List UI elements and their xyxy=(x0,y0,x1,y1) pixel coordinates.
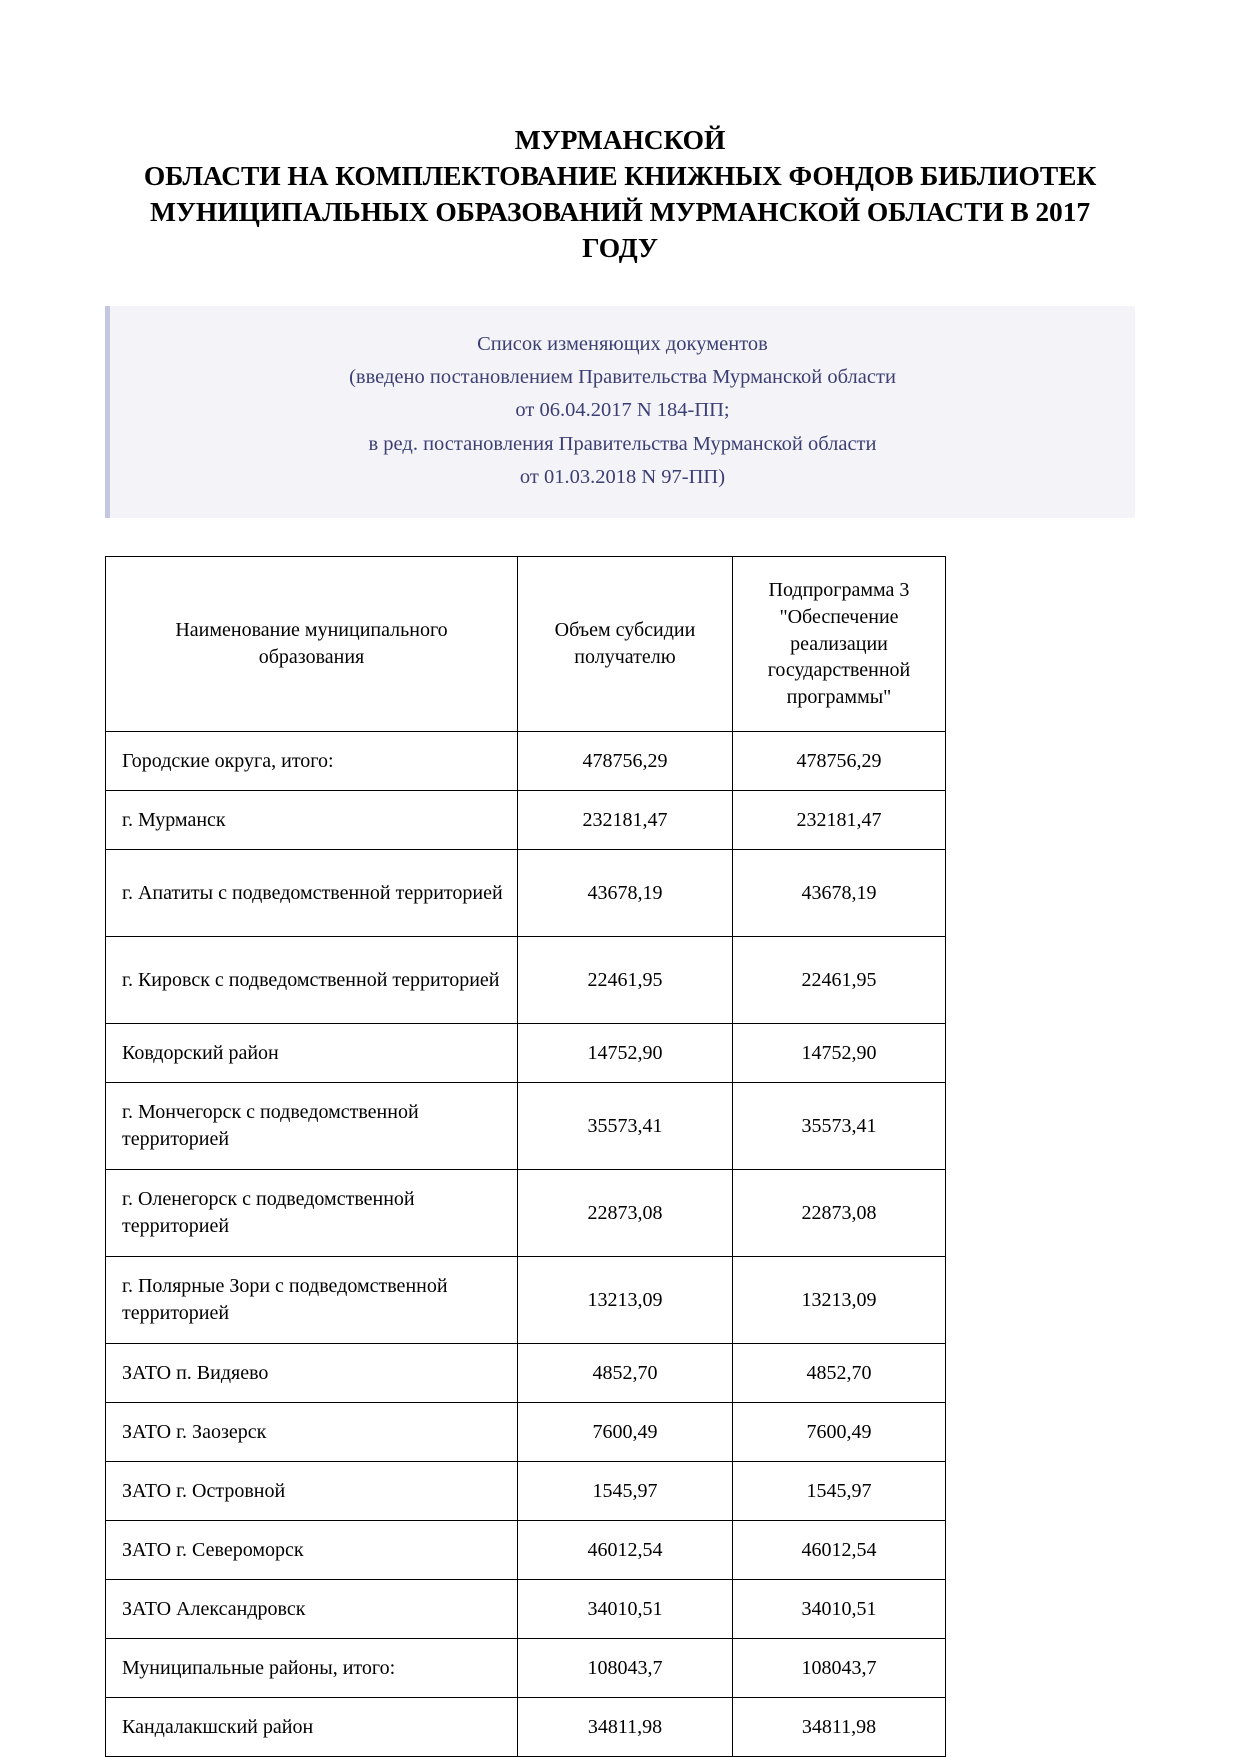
column-header-municipality xyxy=(106,557,518,732)
cell-municipality-name: ЗАТО п. Видяево xyxy=(106,1344,518,1403)
cell-subsidy-amount: 7600,49 xyxy=(518,1403,733,1462)
page-title-line-1: МУРМАНСКОЙ xyxy=(514,124,726,155)
cell-subprogram-amount: 478756,29 xyxy=(733,732,946,791)
page-title xyxy=(0,0,1240,266)
cell-subprogram-amount: 14752,90 xyxy=(733,1024,946,1083)
cell-subsidy-amount: 14752,90 xyxy=(518,1024,733,1083)
cell-subsidy-amount: 1545,97 xyxy=(518,1462,733,1521)
cell-subsidy-amount: 22873,08 xyxy=(518,1170,733,1257)
cell-subprogram-amount: 232181,47 xyxy=(733,791,946,850)
table-body xyxy=(106,732,946,1757)
cell-subsidy-amount: 34811,98 xyxy=(518,1698,733,1757)
cell-municipality-name: г. Кировск с подведомственной территорией xyxy=(106,937,518,1024)
cell-subsidy-amount: 34010,51 xyxy=(518,1580,733,1639)
table-row xyxy=(106,1024,946,1083)
cell-subsidy-amount: 13213,09 xyxy=(518,1257,733,1344)
table-row xyxy=(106,1403,946,1462)
subsidy-table xyxy=(105,556,946,1757)
cell-municipality-name: г. Оленегорск с подведомственной территорией xyxy=(106,1170,518,1257)
cell-municipality-name: Городские округа, итого: xyxy=(106,732,518,791)
table-row xyxy=(106,1698,946,1757)
column-header-subsidy-amount xyxy=(518,557,733,732)
table-row xyxy=(106,937,946,1024)
cell-subprogram-amount: 22461,95 xyxy=(733,937,946,1024)
table-row xyxy=(106,1083,946,1170)
cell-subprogram-amount: 108043,7 xyxy=(733,1639,946,1698)
column-header-subprogram xyxy=(733,557,946,732)
cell-subprogram-amount: 22873,08 xyxy=(733,1170,946,1257)
cell-subprogram-amount: 7600,49 xyxy=(733,1403,946,1462)
column-header-subprogram-line-3: реализации xyxy=(790,632,888,655)
cell-municipality-name: г. Полярные Зори с подведомственной территорией xyxy=(106,1257,518,1344)
notice-line-2: от 06.04.2017 N 184-ПП; xyxy=(515,399,730,422)
notice-line-1: (введено постановлением Правительства Мурманской области xyxy=(349,366,896,389)
table-row xyxy=(106,1170,946,1257)
cell-subsidy-amount: 478756,29 xyxy=(518,732,733,791)
cell-subsidy-amount: 4852,70 xyxy=(518,1344,733,1403)
cell-subsidy-amount: 35573,41 xyxy=(518,1083,733,1170)
cell-municipality-name: г. Апатиты с подведомственной территорией xyxy=(106,850,518,937)
page-title-line-4: ГОДУ xyxy=(582,232,658,264)
table-row xyxy=(106,1344,946,1403)
cell-subsidy-amount: 108043,7 xyxy=(518,1639,733,1698)
table-row xyxy=(106,1580,946,1639)
page-title-line-3: МУНИЦИПАЛЬНЫХ ОБРАЗОВАНИЙ МУРМАНСКОЙ ОБЛАСТИ В 2017 xyxy=(149,196,1091,228)
table-row xyxy=(106,850,946,937)
cell-municipality-name: ЗАТО Александровск xyxy=(106,1580,518,1639)
amendments-notice xyxy=(105,306,1135,518)
table-header-row xyxy=(106,557,946,732)
notice-line-4: от 01.03.2018 N 97-ПП) xyxy=(519,465,726,488)
column-header-subprogram-line-4: государственной xyxy=(767,659,911,682)
subsidy-table-wrapper xyxy=(105,556,945,1757)
table-header xyxy=(106,557,946,732)
cell-municipality-name: г. Мурманск xyxy=(106,791,518,850)
table-row xyxy=(106,1521,946,1580)
column-header-municipality-line-2: образования xyxy=(258,646,365,669)
cell-subprogram-amount: 34811,98 xyxy=(733,1698,946,1757)
cell-subprogram-amount: 4852,70 xyxy=(733,1344,946,1403)
table-row xyxy=(106,732,946,791)
cell-subsidy-amount: 46012,54 xyxy=(518,1521,733,1580)
cell-municipality-name: Ковдорский район xyxy=(106,1024,518,1083)
cell-subprogram-amount: 35573,41 xyxy=(733,1083,946,1170)
column-header-subsidy-line-1: Объем субсидии xyxy=(554,619,696,642)
column-header-subprogram-line-2: "Обеспечение xyxy=(779,605,899,628)
cell-subprogram-amount: 46012,54 xyxy=(733,1521,946,1580)
notice-heading: Список изменяющих документов xyxy=(477,333,768,356)
table-row xyxy=(106,1462,946,1521)
cell-municipality-name: Муниципальные районы, итого: xyxy=(106,1639,518,1698)
cell-municipality-name: г. Мончегорск с подведомственной территорией xyxy=(106,1083,518,1170)
cell-subprogram-amount: 43678,19 xyxy=(733,850,946,937)
column-header-subprogram-line-5: программы" xyxy=(786,686,892,709)
column-header-municipality-line-1: Наименование муниципального xyxy=(175,619,448,642)
cell-municipality-name: ЗАТО г. Заозерск xyxy=(106,1403,518,1462)
cell-subsidy-amount: 232181,47 xyxy=(518,791,733,850)
notice-line-3: в ред. постановления Правительства Мурманской области xyxy=(368,432,877,455)
table-row xyxy=(106,1639,946,1698)
table-row xyxy=(106,791,946,850)
cell-subsidy-amount: 43678,19 xyxy=(518,850,733,937)
cell-subprogram-amount: 13213,09 xyxy=(733,1257,946,1344)
page-title-line-2: ОБЛАСТИ НА КОМПЛЕКТОВАНИЕ КНИЖНЫХ ФОНДОВ БИБЛИОТЕК xyxy=(143,160,1097,192)
cell-subprogram-amount: 1545,97 xyxy=(733,1462,946,1521)
cell-subprogram-amount: 34010,51 xyxy=(733,1580,946,1639)
column-header-subprogram-line-1: Подпрограмма 3 xyxy=(768,579,910,602)
cell-municipality-name: Кандалакшский район xyxy=(106,1698,518,1757)
table-row xyxy=(106,1257,946,1344)
cell-subsidy-amount: 22461,95 xyxy=(518,937,733,1024)
cell-municipality-name: ЗАТО г. Островной xyxy=(106,1462,518,1521)
column-header-subsidy-line-2: получателю xyxy=(574,646,676,669)
cell-municipality-name: ЗАТО г. Североморск xyxy=(106,1521,518,1580)
